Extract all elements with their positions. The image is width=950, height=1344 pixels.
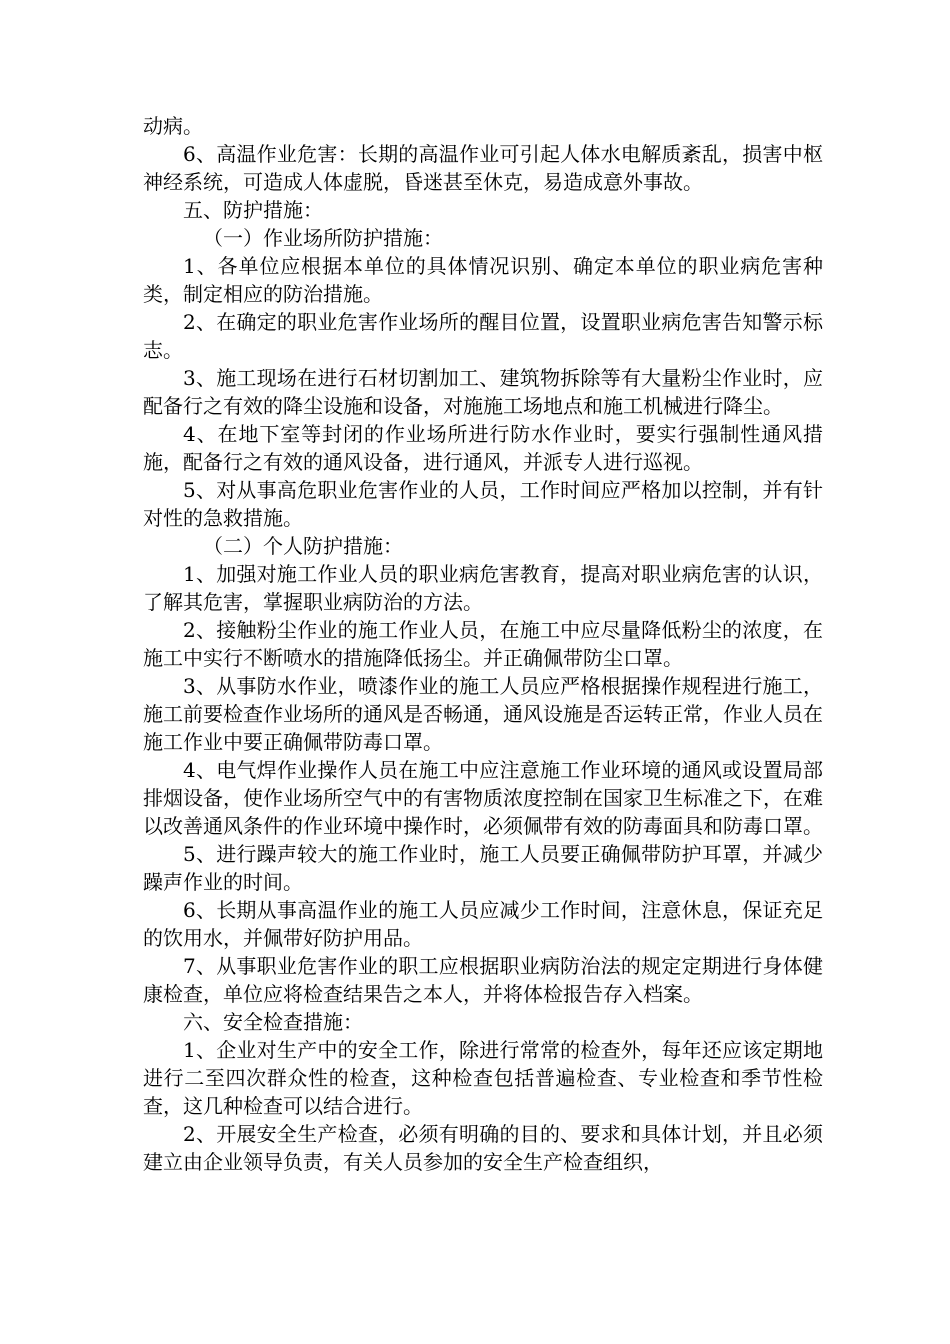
paragraph-inspection-item-1: 1、企业对生产中的安全工作，除进行常常的检查外，每年还应该定期地进行二至四次群众性的检查，这种检查包括普遍检查、专业检查和季节性检查，这几种检查可以结合进行。 bbox=[143, 1038, 823, 1118]
section-heading-protective-measures: 五、防护措施： bbox=[183, 198, 323, 222]
paragraph-personal-item-3: 3、从事防水作业，喷漆作业的施工人员应严格根据操作规程进行施工，施工前要检查作业场所的通风是否畅通，通风设施是否运转正常，作业人员在施工作业中要正确佩带防毒口罩。 bbox=[143, 674, 823, 754]
paragraph-personal-item-2: 2、接触粉尘作业的施工作业人员，在施工中应尽量降低粉尘的浓度，在施工中实行不断喷水的措施降低扬尘。并正确佩带防尘口罩。 bbox=[143, 618, 823, 670]
paragraph-workplace-item-5: 5、对从事高危职业危害作业的人员，工作时间应严格加以控制，并有针对性的急救措施。 bbox=[143, 478, 823, 530]
paragraph-personal-item-6: 6、长期从事高温作业的施工人员应减少工作时间，注意休息，保证充足的饮用水，并佩带好防护用品。 bbox=[143, 898, 823, 950]
paragraph-workplace-item-2: 2、在确定的职业危害作业场所的醒目位置，设置职业病危害告知警示标志。 bbox=[143, 310, 823, 362]
subsection-heading-workplace-protection: （一）作业场所防护措施： bbox=[203, 226, 443, 250]
subsection-heading-personal-protection: （二）个人防护措施： bbox=[203, 534, 403, 558]
paragraph-workplace-item-4: 4、在地下室等封闭的作业场所进行防水作业时，要实行强制性通风措施，配备行之有效的通风设备，进行通风，并派专人进行巡视。 bbox=[143, 422, 823, 474]
paragraph-continuation: 动病。 bbox=[143, 114, 203, 138]
paragraph-personal-item-1: 1、加强对施工作业人员的职业病危害教育，提高对职业病危害的认识，了解其危害，掌握职业病防治的方法。 bbox=[143, 562, 823, 614]
paragraph-personal-item-4: 4、电气焊作业操作人员在施工中应注意施工作业环境的通风或设置局部排烟设备，使作业场所空气中的有害物质浓度控制在国家卫生标准之下，在难以改善通风条件的作业环境中操作时，必须佩带有效的防毒面具和防毒口罩。 bbox=[143, 758, 823, 838]
paragraph-inspection-item-2: 2、开展安全生产检查，必须有明确的目的、要求和具体计划，并且必须建立由企业领导负责，有关人员参加的安全生产检查组织， bbox=[143, 1122, 823, 1174]
paragraph-personal-item-5: 5、进行躁声较大的施工作业时，施工人员要正确佩带防护耳罩，并减少躁声作业的时间。 bbox=[143, 842, 823, 894]
paragraph-personal-item-7: 7、从事职业危害作业的职工应根据职业病防治法的规定定期进行身体健康检查，单位应将检查结果告之本人，并将体检报告存入档案。 bbox=[143, 954, 823, 1006]
paragraph-workplace-item-1: 1、各单位应根据本单位的具体情况识别、确定本单位的职业病危害种类，制定相应的防治措施。 bbox=[143, 254, 823, 306]
section-heading-safety-inspection: 六、安全检查措施： bbox=[183, 1010, 363, 1034]
paragraph-workplace-item-3: 3、施工现场在进行石材切割加工、建筑物拆除等有大量粉尘作业时，应配备行之有效的降尘设施和设备，对施施工场地点和施工机械进行降尘。 bbox=[143, 366, 823, 418]
paragraph-high-temperature-hazard: 6、高温作业危害：长期的高温作业可引起人体水电解质紊乱，损害中枢神经系统，可造成人体虚脱，昏迷甚至休克，易造成意外事故。 bbox=[143, 142, 823, 194]
document-page bbox=[143, 112, 823, 1176]
